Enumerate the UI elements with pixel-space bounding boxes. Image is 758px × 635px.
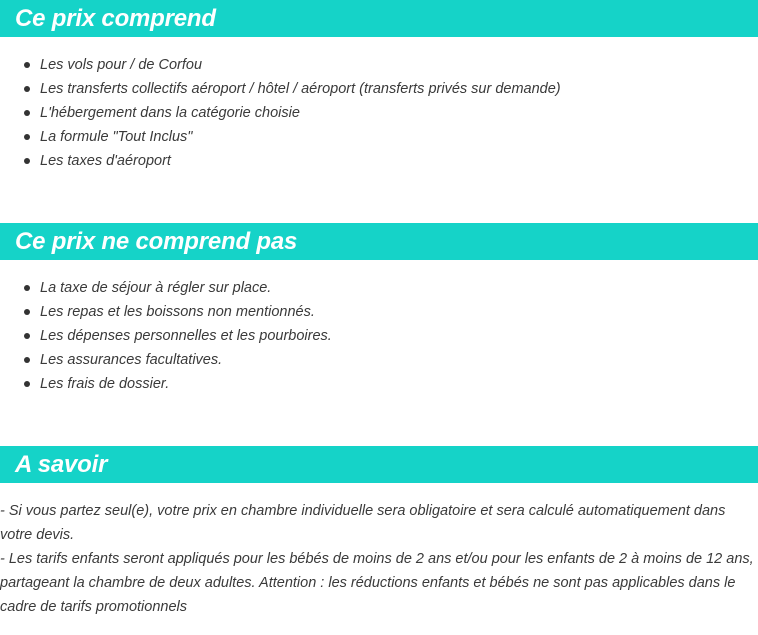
list-item-text: L'hébergement dans la catégorie choisie (40, 105, 300, 121)
list-item-text: La formule "Tout Inclus" (40, 129, 193, 145)
excludes-banner (0, 223, 758, 260)
list-item (24, 300, 758, 324)
includes-list (0, 37, 758, 173)
excludes-title: Ce prix ne comprend pas (15, 227, 298, 255)
list-item (24, 372, 758, 396)
bullet-icon (24, 86, 30, 92)
bullet-icon (24, 309, 30, 315)
list-item-text: La taxe de séjour à régler sur place. (40, 280, 272, 296)
includes-banner (0, 0, 758, 37)
bullet-icon (24, 134, 30, 140)
bullet-icon (24, 357, 30, 363)
list-item (24, 125, 758, 149)
list-item (24, 77, 758, 101)
list-item (24, 53, 758, 77)
includes-section (0, 0, 758, 173)
good-to-know-notes (0, 483, 758, 619)
list-item (24, 348, 758, 372)
list-item-text: Les transferts collectifs aéroport / hôtel / aéroport (transferts privés sur demande) (40, 81, 561, 97)
excludes-section (0, 223, 758, 396)
list-item-text: Les repas et les boissons non mentionnés. (40, 304, 315, 320)
good-to-know-title: A savoir (15, 450, 108, 478)
bullet-icon (24, 158, 30, 164)
good-to-know-section (0, 446, 758, 619)
bullet-icon (24, 333, 30, 339)
note-paragraph: - Les tarifs enfants seront appliqués pour les bébés de moins de 2 ans et/ou pour les enfants de 2 à moins de 12 ans, partageant la chambre de deux adultes. Attention : les réductions enfants et bébés ne sont pas applicables dans le cadre de tarifs promotionnels (0, 551, 754, 615)
excludes-list (0, 260, 758, 396)
bullet-icon (24, 381, 30, 387)
list-item-text: Les assurances facultatives. (40, 352, 223, 368)
list-item-text: Les dépenses personnelles et les pourboires. (40, 328, 332, 344)
bullet-icon (24, 110, 30, 116)
good-to-know-banner (0, 446, 758, 483)
includes-title: Ce prix comprend (15, 4, 216, 32)
list-item (24, 324, 758, 348)
list-item-text: Les taxes d'aéroport (40, 153, 171, 169)
bullet-icon (24, 62, 30, 68)
note-paragraph: - Si vous partez seul(e), votre prix en chambre individuelle sera obligatoire et sera calculé automatiquement dans votre devis. (0, 503, 726, 543)
list-item-text: Les vols pour / de Corfou (40, 57, 203, 73)
list-item (24, 276, 758, 300)
bullet-icon (24, 285, 30, 291)
list-item-text: Les frais de dossier. (40, 376, 170, 392)
list-item (24, 101, 758, 125)
list-item (24, 149, 758, 173)
